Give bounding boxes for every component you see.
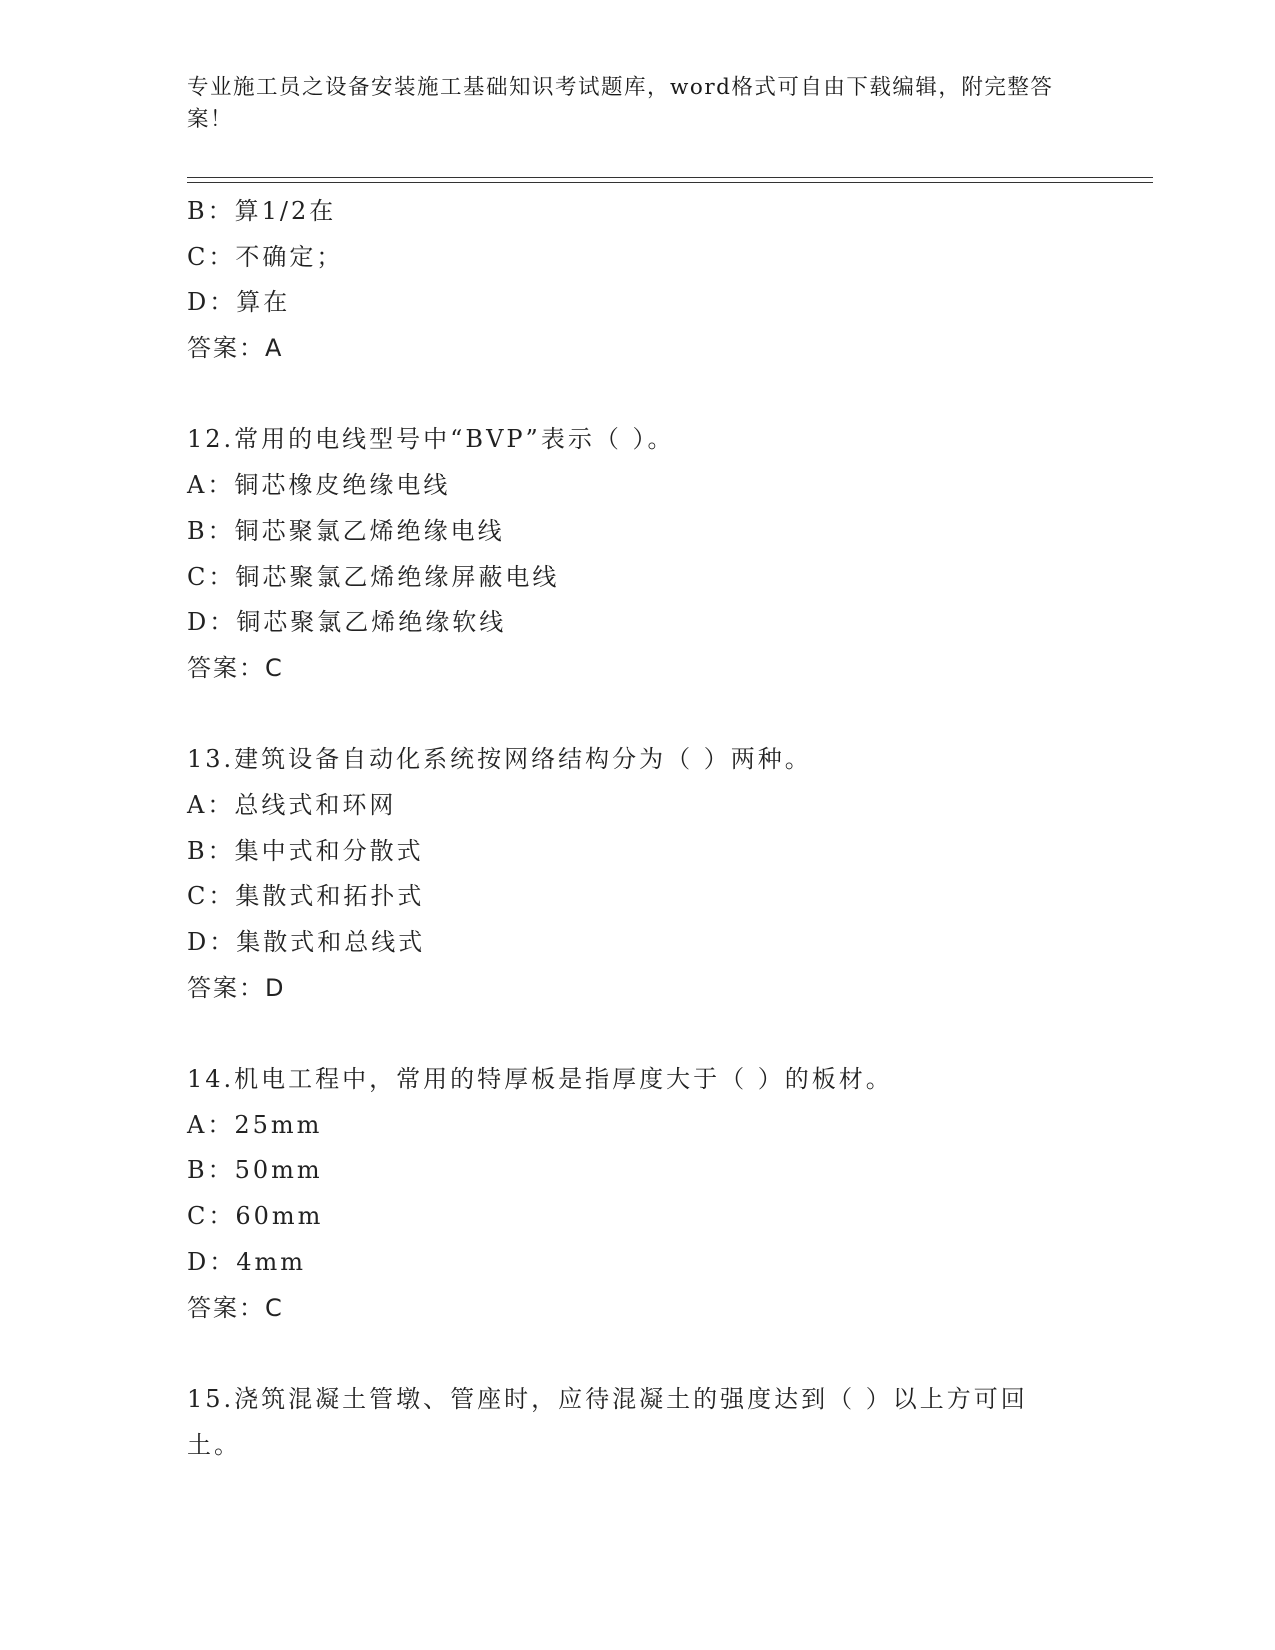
spacer — [187, 372, 1087, 418]
question-15 — [187, 1377, 1087, 1468]
answer-label: 答案：C — [187, 1293, 284, 1322]
spacer — [187, 1331, 1087, 1377]
option-c: C：60mm — [187, 1202, 324, 1231]
answer-label: 答案：D — [187, 973, 286, 1002]
question-list — [187, 189, 1087, 1468]
question-14 — [187, 1057, 1087, 1331]
spacer — [187, 692, 1087, 738]
header-divider-bottom — [187, 182, 1153, 183]
question-12 — [187, 417, 1087, 691]
option-c: C：铜芯聚氯乙烯绝缘屏蔽电线 — [187, 562, 560, 591]
option-c: C：集散式和拓扑式 — [187, 882, 425, 911]
option-b: B：集中式和分散式 — [187, 836, 424, 865]
question-text: 14.机电工程中，常用的特厚板是指厚度大于（ ）的板材。 — [187, 1065, 893, 1094]
answer-label: 答案：C — [187, 653, 284, 682]
option-b: B：算1/2在 — [187, 197, 337, 225]
header-divider-top — [187, 177, 1153, 178]
option-a: A：25mm — [187, 1110, 323, 1139]
question-11-continuation — [187, 189, 1087, 372]
question-text: 15.浇筑混凝土管墩、管座时，应待混凝土的强度达到（ ）以上方可回土。 — [187, 1384, 1028, 1459]
option-d: D：铜芯聚氯乙烯绝缘软线 — [187, 608, 507, 637]
option-a: A：总线式和环网 — [187, 790, 397, 819]
option-a: A：铜芯橡皮绝缘电线 — [187, 471, 451, 500]
option-b: B：50mm — [187, 1156, 323, 1185]
question-text: 12.常用的电线型号中“BVP”表示（ ）。 — [187, 425, 675, 454]
spacer — [187, 1011, 1087, 1057]
question-13 — [187, 737, 1087, 1011]
option-d: D：4mm — [187, 1247, 307, 1276]
document-header: 专业施工员之设备安装施工基础知识考试题库，word格式可自由下载编辑，附完整答案！ — [187, 75, 1054, 132]
option-c: C：不确定； — [187, 242, 344, 271]
answer-label: 答案：A — [187, 334, 284, 363]
option-d: D：集散式和总线式 — [187, 928, 426, 956]
option-d: D：算在 — [187, 288, 291, 317]
question-text: 13.建筑设备自动化系统按网络结构分为（ ）两种。 — [187, 745, 812, 774]
option-b: B：铜芯聚氯乙烯绝缘电线 — [187, 516, 505, 545]
